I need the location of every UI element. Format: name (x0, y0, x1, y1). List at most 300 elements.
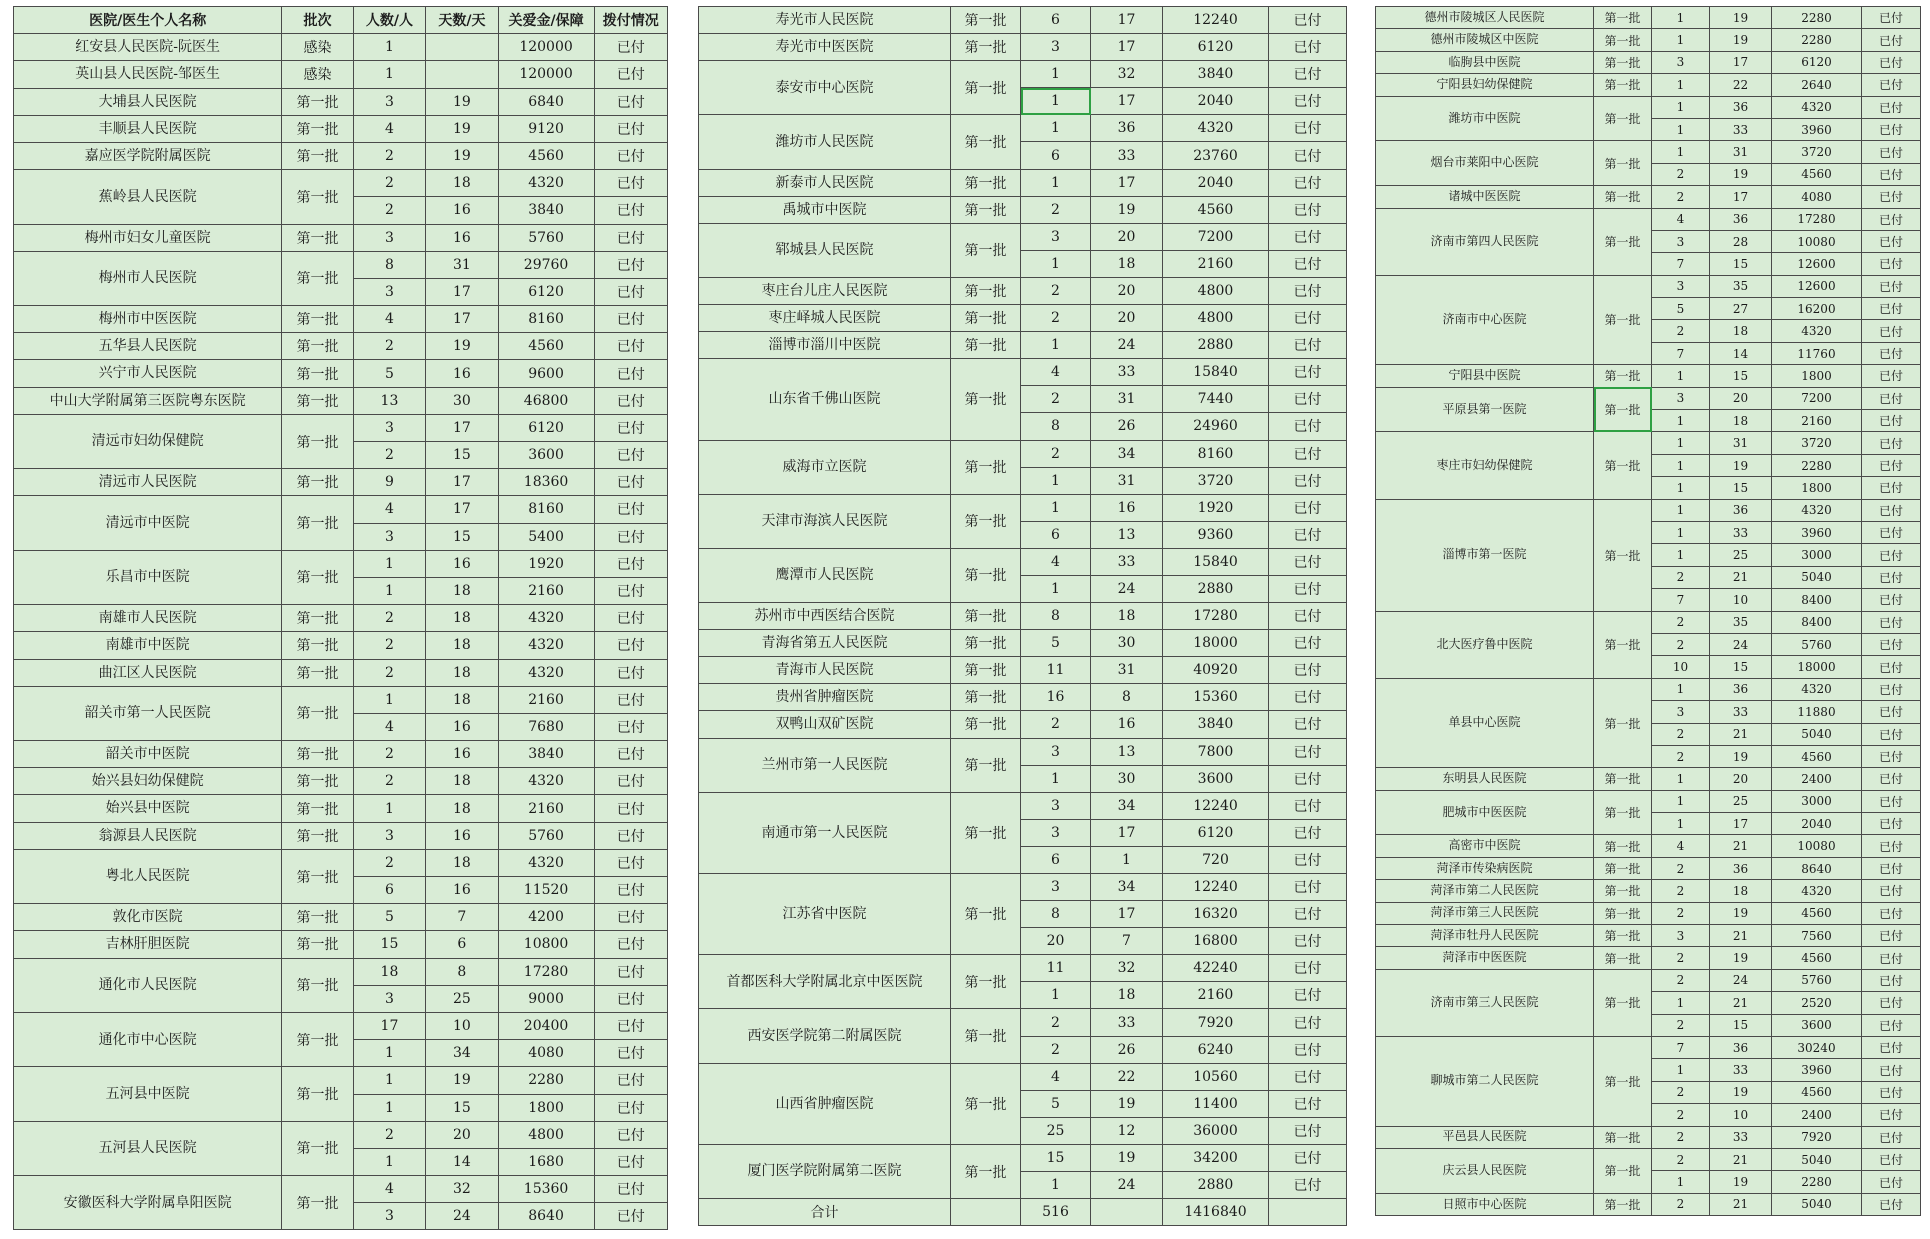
total-days-cell[interactable] (1091, 1199, 1163, 1226)
amount-cell[interactable]: 11520 (498, 877, 594, 904)
people-cell[interactable]: 1 (1652, 521, 1710, 543)
payment-status-cell[interactable]: 已付 (1862, 723, 1921, 745)
days-cell[interactable]: 16 (1091, 494, 1163, 521)
days-cell[interactable]: 8 (426, 958, 498, 985)
hospital-name-cell[interactable]: 粤北人民医院 (14, 849, 282, 903)
payment-status-cell[interactable]: 已付 (1862, 230, 1921, 252)
amount-cell[interactable]: 8400 (1772, 589, 1862, 611)
hospital-name-cell[interactable]: 五河县人民医院 (14, 1121, 282, 1175)
total-people-cell[interactable]: 516 (1021, 1199, 1091, 1226)
days-cell[interactable]: 25 (426, 985, 498, 1012)
days-cell[interactable]: 27 (1710, 298, 1772, 320)
hospital-name-cell[interactable]: 五华县人民医院 (14, 333, 282, 360)
days-cell[interactable]: 10 (1710, 1104, 1772, 1126)
batch-cell[interactable]: 第一批 (282, 958, 353, 1012)
batch-cell[interactable]: 第一批 (282, 741, 353, 768)
batch-cell[interactable]: 第一批 (951, 34, 1021, 61)
days-cell[interactable]: 17 (1091, 34, 1163, 61)
payment-status-cell[interactable]: 已付 (1269, 982, 1347, 1009)
people-cell[interactable]: 2 (1652, 723, 1710, 745)
days-cell[interactable]: 34 (1091, 874, 1163, 901)
people-cell[interactable]: 2 (353, 605, 425, 632)
days-cell[interactable]: 22 (1091, 1063, 1163, 1090)
amount-cell[interactable]: 29760 (498, 251, 594, 278)
hospital-name-cell[interactable]: 南通市第一人民医院 (699, 792, 951, 873)
days-cell[interactable]: 19 (1710, 163, 1772, 185)
payment-status-cell[interactable]: 已付 (594, 958, 667, 985)
days-cell[interactable]: 32 (1091, 955, 1163, 982)
hospital-name-cell[interactable]: 贵州省肿瘤医院 (699, 684, 951, 711)
amount-cell[interactable]: 9360 (1163, 521, 1269, 548)
people-cell[interactable]: 11 (1021, 955, 1091, 982)
days-cell[interactable]: 18 (1091, 982, 1163, 1009)
days-cell[interactable]: 19 (1710, 1081, 1772, 1103)
people-cell[interactable]: 4 (353, 306, 425, 333)
amount-cell[interactable]: 5760 (1772, 633, 1862, 655)
amount-cell[interactable]: 17280 (1772, 208, 1862, 230)
people-cell[interactable]: 2 (353, 442, 425, 469)
hospital-name-cell[interactable]: 泰安市中心医院 (699, 61, 951, 115)
days-cell[interactable]: 15 (1710, 477, 1772, 499)
people-cell[interactable]: 1 (1652, 454, 1710, 476)
payment-status-cell[interactable]: 已付 (594, 469, 667, 496)
days-cell[interactable]: 13 (1091, 738, 1163, 765)
people-cell[interactable]: 1 (1652, 477, 1710, 499)
payment-status-cell[interactable]: 已付 (1862, 7, 1921, 29)
batch-cell[interactable]: 第一批 (1594, 74, 1652, 96)
people-cell[interactable]: 5 (1652, 298, 1710, 320)
amount-cell[interactable]: 8160 (1163, 440, 1269, 467)
hospital-name-cell[interactable]: 高密市中医院 (1376, 835, 1594, 857)
payment-status-cell[interactable]: 已付 (1862, 1126, 1921, 1148)
people-cell[interactable]: 1 (1652, 992, 1710, 1014)
payment-status-cell[interactable]: 已付 (594, 306, 667, 333)
hospital-name-cell[interactable]: 宁阳县妇幼保健院 (1376, 74, 1594, 96)
batch-cell[interactable]: 第一批 (282, 822, 353, 849)
days-cell[interactable]: 16 (426, 197, 498, 224)
people-cell[interactable]: 2 (1652, 902, 1710, 924)
batch-cell[interactable]: 第一批 (282, 904, 353, 931)
people-cell[interactable]: 2 (1652, 163, 1710, 185)
days-cell[interactable]: 26 (1091, 1036, 1163, 1063)
days-cell[interactable]: 35 (1710, 611, 1772, 633)
payment-status-cell[interactable]: 已付 (1862, 51, 1921, 73)
hospital-name-cell[interactable]: 敦化市医院 (14, 904, 282, 931)
total-label-cell[interactable]: 合计 (699, 1199, 951, 1226)
hospital-name-cell[interactable]: 新泰市人民医院 (699, 169, 951, 196)
payment-status-cell[interactable]: 已付 (594, 822, 667, 849)
days-cell[interactable]: 36 (1710, 96, 1772, 118)
people-cell[interactable]: 2 (1652, 1081, 1710, 1103)
days-cell[interactable]: 17 (1091, 169, 1163, 196)
amount-cell[interactable]: 6240 (1163, 1036, 1269, 1063)
people-cell[interactable]: 6 (1021, 142, 1091, 169)
amount-cell[interactable]: 36000 (1163, 1117, 1269, 1144)
people-cell[interactable]: 2 (1652, 1104, 1710, 1126)
hospital-name-cell[interactable]: 山西省肿瘤医院 (699, 1063, 951, 1144)
people-cell[interactable]: 1 (353, 686, 425, 713)
hospital-name-cell[interactable]: 寿光市人民医院 (699, 7, 951, 34)
days-cell[interactable]: 34 (426, 1040, 498, 1067)
batch-cell[interactable]: 第一批 (282, 931, 353, 958)
hospital-name-cell[interactable]: 梅州市中医医院 (14, 306, 282, 333)
payment-status-cell[interactable]: 已付 (1862, 544, 1921, 566)
amount-cell[interactable]: 8640 (1772, 857, 1862, 879)
amount-cell[interactable]: 3720 (1772, 432, 1862, 454)
amount-cell[interactable]: 5400 (498, 523, 594, 550)
amount-cell[interactable]: 8640 (498, 1203, 594, 1230)
days-cell[interactable]: 21 (1710, 566, 1772, 588)
hospital-name-cell[interactable]: 翁源县人民医院 (14, 822, 282, 849)
people-cell[interactable]: 3 (353, 822, 425, 849)
payment-status-cell[interactable]: 已付 (1862, 656, 1921, 678)
people-cell[interactable]: 1 (1652, 1059, 1710, 1081)
payment-status-cell[interactable]: 已付 (1269, 169, 1347, 196)
people-cell[interactable]: 5 (353, 360, 425, 387)
amount-cell[interactable]: 2160 (498, 686, 594, 713)
amount-cell[interactable]: 4560 (1772, 1081, 1862, 1103)
days-cell[interactable]: 19 (1091, 1090, 1163, 1117)
days-cell[interactable]: 15 (426, 1094, 498, 1121)
people-cell[interactable]: 25 (1021, 1117, 1091, 1144)
hospital-name-cell[interactable]: 青海市人民医院 (699, 657, 951, 684)
days-cell[interactable]: 17 (1710, 186, 1772, 208)
days-cell[interactable]: 16 (426, 360, 498, 387)
days-cell[interactable]: 14 (426, 1148, 498, 1175)
days-cell[interactable]: 33 (1710, 118, 1772, 140)
amount-cell[interactable]: 16800 (1163, 928, 1269, 955)
people-cell[interactable]: 2 (1652, 566, 1710, 588)
days-cell[interactable]: 18 (426, 795, 498, 822)
payment-status-cell[interactable]: 已付 (1862, 589, 1921, 611)
days-cell[interactable] (426, 34, 498, 61)
days-cell[interactable]: 18 (426, 768, 498, 795)
payment-status-cell[interactable]: 已付 (1269, 630, 1347, 657)
payment-status-cell[interactable]: 已付 (1862, 745, 1921, 767)
people-cell[interactable]: 2 (1021, 196, 1091, 223)
payment-status-cell[interactable]: 已付 (1862, 1193, 1921, 1215)
payment-status-cell[interactable]: 已付 (1862, 880, 1921, 902)
batch-cell[interactable]: 第一批 (1594, 186, 1652, 208)
payment-status-cell[interactable]: 已付 (1862, 633, 1921, 655)
days-cell[interactable]: 16 (426, 224, 498, 251)
batch-cell[interactable]: 感染 (282, 61, 353, 88)
payment-status-cell[interactable]: 已付 (1269, 413, 1347, 440)
amount-cell[interactable]: 10800 (498, 931, 594, 958)
people-cell[interactable]: 1 (1652, 790, 1710, 812)
days-cell[interactable]: 19 (1710, 1171, 1772, 1193)
amount-cell[interactable]: 3000 (1772, 544, 1862, 566)
amount-cell[interactable]: 5040 (1772, 723, 1862, 745)
days-cell[interactable]: 36 (1710, 208, 1772, 230)
batch-cell[interactable]: 第一批 (951, 359, 1021, 440)
people-cell[interactable]: 3 (1021, 874, 1091, 901)
people-cell[interactable]: 9 (353, 469, 425, 496)
people-cell[interactable]: 3 (353, 1203, 425, 1230)
people-cell[interactable]: 2 (1652, 947, 1710, 969)
people-cell[interactable]: 4 (1021, 548, 1091, 575)
people-cell[interactable]: 1 (1652, 365, 1710, 387)
hospital-name-cell[interactable]: 枣庄台儿庄人民医院 (699, 277, 951, 304)
payment-status-cell[interactable]: 已付 (594, 333, 667, 360)
amount-cell[interactable]: 10560 (1163, 1063, 1269, 1090)
amount-cell[interactable]: 3840 (1163, 711, 1269, 738)
payment-status-cell[interactable]: 已付 (594, 442, 667, 469)
days-cell[interactable]: 36 (1091, 115, 1163, 142)
amount-cell[interactable]: 3960 (1772, 118, 1862, 140)
hospital-name-cell[interactable]: 双鸭山双矿医院 (699, 711, 951, 738)
total-batch-cell[interactable] (951, 1199, 1021, 1226)
batch-cell[interactable]: 第一批 (282, 251, 353, 305)
batch-cell[interactable]: 第一批 (282, 414, 353, 468)
people-cell[interactable]: 6 (1021, 846, 1091, 873)
amount-cell[interactable]: 4320 (1772, 320, 1862, 342)
payment-status-cell[interactable]: 已付 (1862, 410, 1921, 432)
hospital-name-cell[interactable]: 梅州市人民医院 (14, 251, 282, 305)
people-cell[interactable]: 2 (1652, 857, 1710, 879)
people-cell[interactable]: 2 (1652, 186, 1710, 208)
people-cell[interactable]: 2 (1652, 1148, 1710, 1170)
hospital-name-cell[interactable]: 聊城市第二人民医院 (1376, 1036, 1594, 1126)
amount-cell[interactable]: 3960 (1772, 1059, 1862, 1081)
days-cell[interactable]: 15 (426, 442, 498, 469)
payment-status-cell[interactable]: 已付 (1269, 1063, 1347, 1090)
payment-status-cell[interactable]: 已付 (594, 686, 667, 713)
payment-status-cell[interactable]: 已付 (1862, 701, 1921, 723)
amount-cell[interactable]: 6120 (498, 414, 594, 441)
days-cell[interactable]: 21 (1710, 1148, 1772, 1170)
batch-cell[interactable]: 第一批 (1594, 925, 1652, 947)
people-cell[interactable]: 1 (1021, 765, 1091, 792)
batch-cell[interactable]: 第一批 (1594, 365, 1652, 387)
payment-status-cell[interactable]: 已付 (1269, 115, 1347, 142)
amount-cell[interactable]: 4320 (1772, 678, 1862, 700)
payment-status-cell[interactable]: 已付 (594, 1176, 667, 1203)
batch-cell[interactable]: 第一批 (951, 792, 1021, 873)
batch-cell[interactable]: 第一批 (282, 632, 353, 659)
days-cell[interactable]: 18 (426, 170, 498, 197)
amount-cell[interactable]: 23760 (1163, 142, 1269, 169)
amount-cell[interactable]: 3720 (1163, 467, 1269, 494)
hospital-name-cell[interactable]: 安徽医科大学附属阜阳医院 (14, 1176, 282, 1230)
amount-cell[interactable]: 1920 (498, 550, 594, 577)
people-cell[interactable]: 2 (1021, 1036, 1091, 1063)
payment-status-cell[interactable]: 已付 (1269, 684, 1347, 711)
batch-cell[interactable]: 第一批 (1594, 947, 1652, 969)
batch-cell[interactable]: 第一批 (1594, 790, 1652, 835)
batch-cell[interactable]: 第一批 (951, 657, 1021, 684)
payment-status-cell[interactable]: 已付 (594, 713, 667, 740)
people-cell[interactable]: 3 (353, 224, 425, 251)
people-cell[interactable]: 4 (1652, 208, 1710, 230)
hospital-name-cell[interactable]: 庆云县人民医院 (1376, 1148, 1594, 1193)
batch-cell[interactable]: 感染 (282, 34, 353, 61)
hospital-name-cell[interactable]: 大埔县人民医院 (14, 88, 282, 115)
amount-cell[interactable]: 4560 (1163, 196, 1269, 223)
payment-status-cell[interactable]: 已付 (1269, 521, 1347, 548)
people-cell[interactable]: 3 (1021, 819, 1091, 846)
days-cell[interactable]: 7 (426, 904, 498, 931)
days-cell[interactable]: 17 (1091, 7, 1163, 34)
amount-cell[interactable]: 3840 (498, 741, 594, 768)
people-cell[interactable]: 1 (353, 1067, 425, 1094)
amount-cell[interactable]: 6120 (1772, 51, 1862, 73)
payment-status-cell[interactable]: 已付 (594, 1203, 667, 1230)
amount-cell[interactable]: 720 (1163, 846, 1269, 873)
payment-status-cell[interactable]: 已付 (1862, 969, 1921, 991)
days-cell[interactable]: 18 (426, 577, 498, 604)
amount-cell[interactable]: 11760 (1772, 342, 1862, 364)
amount-cell[interactable]: 4560 (1772, 163, 1862, 185)
payment-status-cell[interactable]: 已付 (594, 197, 667, 224)
payment-status-cell[interactable]: 已付 (1862, 790, 1921, 812)
total-amount-cell[interactable]: 1416840 (1163, 1199, 1269, 1226)
payment-status-cell[interactable]: 已付 (1269, 196, 1347, 223)
batch-cell[interactable]: 第一批 (951, 738, 1021, 792)
days-cell[interactable]: 16 (426, 877, 498, 904)
hospital-name-cell[interactable]: 临朐县中医院 (1376, 51, 1594, 73)
days-cell[interactable]: 19 (1710, 902, 1772, 924)
payment-status-cell[interactable]: 已付 (1862, 253, 1921, 275)
payment-status-cell[interactable]: 已付 (1269, 223, 1347, 250)
amount-cell[interactable]: 10080 (1772, 835, 1862, 857)
amount-cell[interactable]: 120000 (498, 34, 594, 61)
people-cell[interactable]: 1 (1652, 678, 1710, 700)
hospital-name-cell[interactable]: 韶关市第一人民医院 (14, 686, 282, 740)
amount-cell[interactable]: 3960 (1772, 521, 1862, 543)
hospital-name-cell[interactable]: 通化市中心医院 (14, 1012, 282, 1066)
days-cell[interactable]: 33 (1710, 701, 1772, 723)
hospital-name-cell[interactable]: 北大医疗鲁中医院 (1376, 611, 1594, 678)
payment-status-cell[interactable]: 已付 (1269, 467, 1347, 494)
batch-cell[interactable]: 第一批 (951, 494, 1021, 548)
payment-status-cell[interactable]: 已付 (594, 931, 667, 958)
amount-cell[interactable]: 12600 (1772, 253, 1862, 275)
hospital-name-cell[interactable]: 寿光市中医医院 (699, 34, 951, 61)
amount-cell[interactable]: 4560 (1772, 947, 1862, 969)
payment-status-cell[interactable]: 已付 (1269, 1144, 1347, 1171)
people-cell[interactable]: 1 (353, 577, 425, 604)
batch-cell[interactable]: 第一批 (951, 684, 1021, 711)
days-cell[interactable]: 30 (1091, 630, 1163, 657)
people-cell[interactable]: 1 (353, 61, 425, 88)
days-cell[interactable]: 31 (1091, 657, 1163, 684)
payment-status-cell[interactable]: 已付 (1862, 499, 1921, 521)
amount-cell[interactable]: 17280 (498, 958, 594, 985)
amount-cell[interactable]: 1680 (498, 1148, 594, 1175)
people-cell[interactable]: 2 (1652, 1193, 1710, 1215)
payment-status-cell[interactable]: 已付 (594, 849, 667, 876)
amount-cell[interactable]: 12240 (1163, 7, 1269, 34)
people-cell[interactable]: 17 (353, 1012, 425, 1039)
amount-cell[interactable]: 16320 (1163, 901, 1269, 928)
batch-cell[interactable]: 第一批 (951, 305, 1021, 332)
people-cell[interactable]: 5 (353, 904, 425, 931)
people-cell[interactable]: 1 (1021, 115, 1091, 142)
days-cell[interactable]: 19 (1091, 1144, 1163, 1171)
batch-cell[interactable]: 第一批 (1594, 969, 1652, 1036)
amount-cell[interactable]: 9000 (498, 985, 594, 1012)
amount-cell[interactable]: 8160 (498, 496, 594, 523)
days-cell[interactable]: 20 (1091, 305, 1163, 332)
days-cell[interactable]: 18 (1710, 880, 1772, 902)
amount-cell[interactable]: 6840 (498, 88, 594, 115)
amount-cell[interactable]: 46800 (498, 387, 594, 414)
days-cell[interactable]: 36 (1710, 857, 1772, 879)
payment-status-cell[interactable]: 已付 (1862, 947, 1921, 969)
people-cell[interactable]: 5 (1021, 1090, 1091, 1117)
amount-cell[interactable]: 2400 (1772, 768, 1862, 790)
days-cell[interactable]: 24 (1710, 633, 1772, 655)
payment-status-cell[interactable]: 已付 (1862, 163, 1921, 185)
days-cell[interactable]: 16 (426, 822, 498, 849)
payment-status-cell[interactable]: 已付 (594, 1148, 667, 1175)
batch-cell[interactable]: 第一批 (282, 686, 353, 740)
people-cell[interactable]: 3 (1652, 925, 1710, 947)
people-cell[interactable]: 3 (1652, 230, 1710, 252)
hospital-name-cell[interactable]: 韶关市中医院 (14, 741, 282, 768)
hospital-name-cell[interactable]: 宁阳县中医院 (1376, 365, 1594, 387)
hospital-name-cell[interactable]: 平邑县人民医院 (1376, 1126, 1594, 1148)
days-cell[interactable] (426, 61, 498, 88)
people-cell[interactable]: 1 (1021, 61, 1091, 88)
days-cell[interactable]: 35 (1710, 275, 1772, 297)
batch-cell[interactable]: 第一批 (282, 333, 353, 360)
payment-status-cell[interactable]: 已付 (1269, 359, 1347, 386)
batch-cell[interactable]: 第一批 (282, 496, 353, 550)
batch-cell[interactable]: 第一批 (282, 1067, 353, 1121)
payment-status-cell[interactable]: 已付 (594, 88, 667, 115)
people-cell[interactable]: 6 (353, 877, 425, 904)
amount-cell[interactable]: 4560 (498, 333, 594, 360)
payment-status-cell[interactable]: 已付 (1862, 1104, 1921, 1126)
days-cell[interactable]: 20 (426, 1121, 498, 1148)
people-cell[interactable]: 1 (353, 1094, 425, 1121)
days-cell[interactable]: 21 (1710, 1193, 1772, 1215)
people-cell[interactable]: 3 (1652, 387, 1710, 409)
payment-status-cell[interactable]: 已付 (1862, 521, 1921, 543)
payment-status-cell[interactable]: 已付 (1269, 792, 1347, 819)
hospital-name-cell[interactable]: 兰州市第一人民医院 (699, 738, 951, 792)
payment-status-cell[interactable]: 已付 (1269, 711, 1347, 738)
amount-cell[interactable]: 40920 (1163, 657, 1269, 684)
amount-cell[interactable]: 3600 (1163, 765, 1269, 792)
hospital-name-cell[interactable]: 诸城中医医院 (1376, 186, 1594, 208)
batch-cell[interactable]: 第一批 (282, 1012, 353, 1066)
amount-cell[interactable]: 17280 (1163, 603, 1269, 630)
days-cell[interactable]: 24 (1091, 575, 1163, 602)
payment-status-cell[interactable]: 已付 (1269, 657, 1347, 684)
people-cell[interactable]: 4 (1652, 835, 1710, 857)
batch-cell[interactable]: 第一批 (1594, 29, 1652, 51)
people-cell[interactable]: 1 (353, 34, 425, 61)
days-cell[interactable]: 19 (1710, 7, 1772, 29)
amount-cell[interactable]: 4560 (1772, 902, 1862, 924)
hospital-name-cell[interactable]: 清远市中医院 (14, 496, 282, 550)
hospital-name-cell[interactable]: 通化市人民医院 (14, 958, 282, 1012)
payment-status-cell[interactable]: 已付 (594, 115, 667, 142)
days-cell[interactable]: 19 (426, 142, 498, 169)
amount-cell[interactable]: 4320 (1772, 499, 1862, 521)
amount-cell[interactable]: 4320 (498, 632, 594, 659)
days-cell[interactable]: 15 (426, 523, 498, 550)
batch-cell[interactable]: 第一批 (282, 768, 353, 795)
amount-cell[interactable]: 2280 (498, 1067, 594, 1094)
amount-cell[interactable]: 2160 (1163, 250, 1269, 277)
amount-cell[interactable]: 18360 (498, 469, 594, 496)
amount-cell[interactable]: 15360 (498, 1176, 594, 1203)
amount-cell[interactable]: 18000 (1163, 630, 1269, 657)
